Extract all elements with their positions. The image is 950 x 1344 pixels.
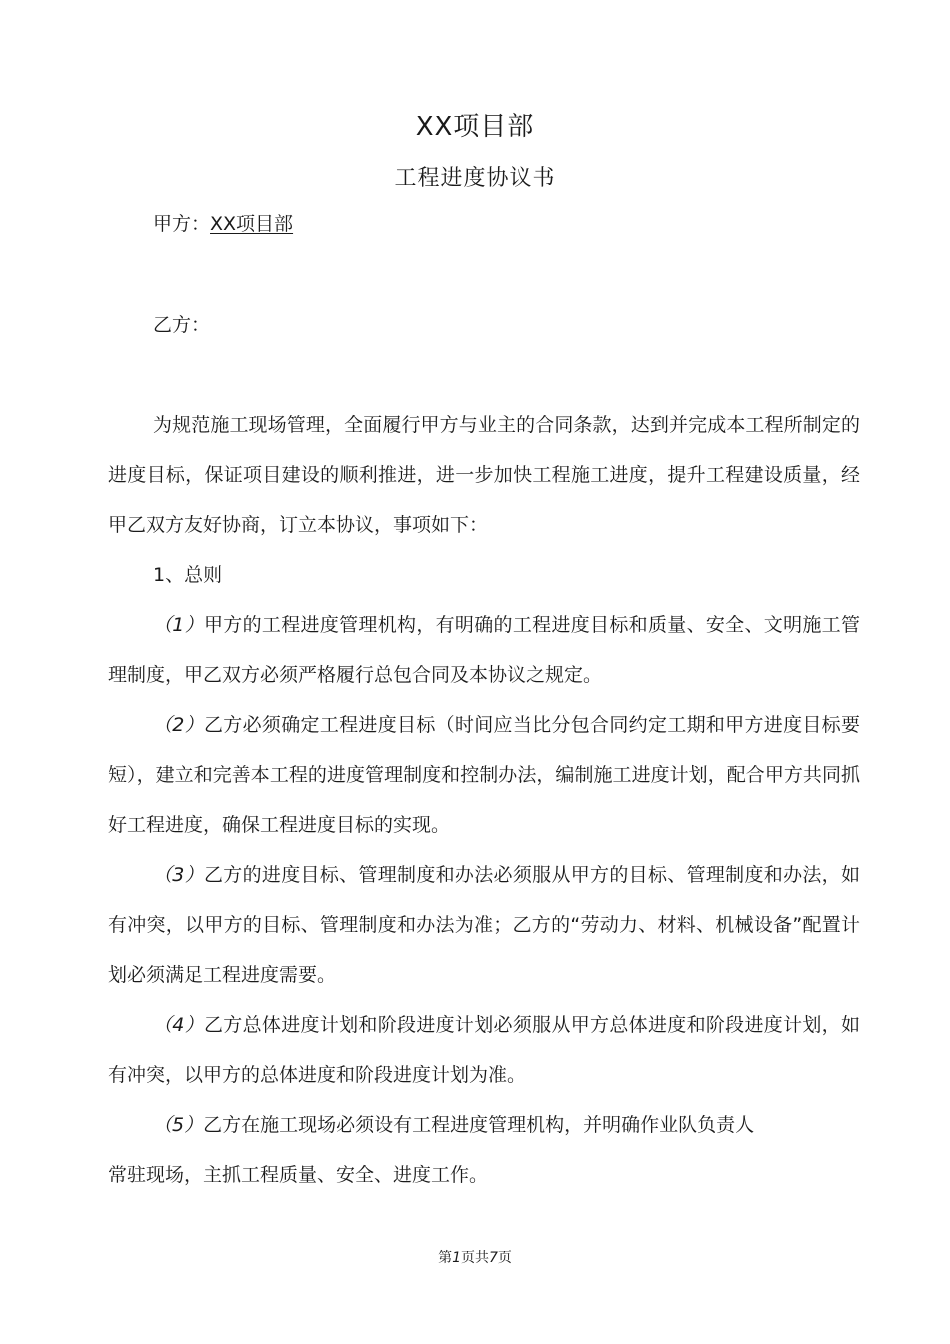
clause-number: （1） (153, 614, 204, 636)
clause-number: （5） (153, 1114, 204, 1136)
footer-page-number: 1 (452, 1250, 461, 1266)
clause-text: 乙方在施工现场必须设有工程进度管理机构，并明确作业队负责人 (203, 1114, 755, 1136)
section-heading-general: 1、总则 (153, 564, 223, 586)
clause-5-line-2: 常驻现场，主抓工程质量、安全、进度工作。 (108, 1164, 489, 1186)
clause-text: 乙方的进度目标、管理制度和办法必须服从甲方的目标、管理制度和办法，如有冲突，以甲方的目标、管理制度和办法为准；乙方的“劳动力、材料、机械设备”配置计划必须满足工程进度需要。 (108, 864, 860, 986)
clause-text: 乙方总体进度计划和阶段进度计划必须服从甲方总体进度和阶段进度计划，如有冲突，以甲方的总体进度和阶段进度计划为准。 (108, 1014, 860, 1086)
party-b-label: 乙方： (153, 314, 211, 336)
footer-suffix: 页 (497, 1250, 512, 1266)
clause-5 (108, 1100, 860, 1200)
clause-4 (108, 1000, 860, 1100)
document-title: XX项目部 (415, 112, 535, 142)
clause-number: （3） (153, 864, 204, 886)
clause-5-line-1 (108, 1100, 860, 1150)
clause-number: （4） (153, 1014, 204, 1036)
document-subtitle: 工程进度协议书 (394, 166, 556, 191)
document-body (108, 400, 860, 1200)
page-footer (0, 1248, 950, 1268)
clause-2 (108, 700, 860, 850)
clause-3 (108, 850, 860, 1000)
party-a-value: XX项目部 (210, 213, 294, 235)
footer-middle: 页共 (461, 1250, 489, 1266)
footer-total-pages: 7 (489, 1250, 498, 1266)
clause-text: 乙方必须确定工程进度目标（时间应当比分包合同约定工期和甲方进度目标要短），建立和完善本工程的进度管理制度和控制办法，编制施工进度计划，配合甲方共同抓好工程进度，确保工程进度目标的实现。 (108, 714, 860, 836)
party-b (153, 312, 210, 338)
clause-1 (108, 600, 860, 700)
clause-text: 甲方的工程进度管理机构，有明确的工程进度目标和质量、安全、文明施工管理制度，甲乙双方必须严格履行总包合同及本协议之规定。 (108, 614, 860, 686)
clause-number: （2） (153, 714, 204, 736)
party-a-label: 甲方： (153, 213, 211, 235)
intro-paragraph: 为规范施工现场管理，全面履行甲方与业主的合同条款，达到并完成本工程所制定的进度目标，保证项目建设的顺利推进，进一步加快工程施工进度，提升工程建设质量，经甲乙双方友好协商，订立本协议，事项如下： (108, 414, 860, 536)
party-a (153, 211, 293, 237)
footer-prefix: 第 (438, 1250, 453, 1266)
